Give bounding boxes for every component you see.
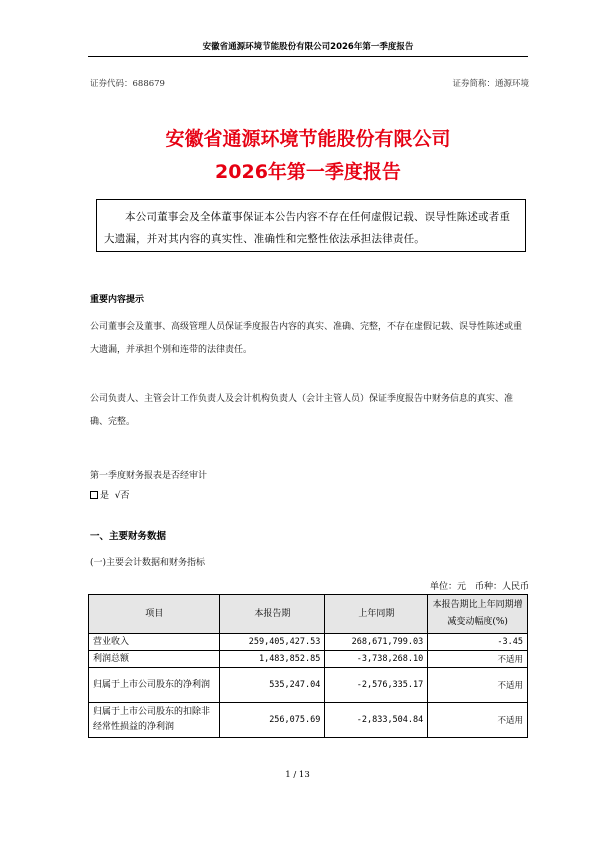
financial-data-table (88, 594, 528, 738)
important-notice-paragraph-1: 公司董事会及董事、高级管理人员保证季度报告内容的真实、准确、完整，不存在虚假记载、误导性陈述或重大遗漏，并承担个别和连带的法律责任。 (90, 322, 523, 355)
audit-no-checked-label: √否 (114, 491, 130, 501)
table-cell-prior: -3,738,268.10 (325, 651, 428, 668)
report-title-period: 2026年第一季度报告 (215, 161, 401, 183)
audit-checkbox-line (90, 488, 130, 501)
table-cell-current: 535,247.04 (220, 668, 325, 703)
table-cell-prior: 268,671,799.03 (325, 634, 428, 651)
table-cell-change: 不适用 (428, 651, 528, 668)
currency-unit-line: 单位：元 币种：人民币 (429, 582, 529, 592)
stock-code: 证券代码：688679 (90, 79, 165, 89)
important-notice-heading: 重要内容提示 (90, 295, 145, 305)
table-row (89, 634, 528, 651)
table-cell-item: 利润总额 (89, 651, 220, 668)
table-cell-current: 256,075.69 (220, 703, 325, 738)
page-number: 1 / 13 (285, 770, 310, 780)
table-cell-prior: -2,576,335.17 (325, 668, 428, 703)
table-cell-prior: -2,833,504.84 (325, 703, 428, 738)
table-header-row (89, 595, 528, 634)
table-header-change: 本报告期比上年同期增减变动幅度(%) (428, 595, 528, 634)
table-cell-change: 不适用 (428, 668, 528, 703)
table-cell-item: 归属于上市公司股东的净利润 (89, 668, 220, 703)
table-cell-current: 259,405,427.53 (220, 634, 325, 651)
table-cell-current: 1,483,852.85 (220, 651, 325, 668)
table-cell-item: 归属于上市公司股东的扣除非经常性损益的净利润 (89, 703, 220, 738)
subsection-accounting-data: (一)主要会计数据和财务指标 (90, 558, 206, 568)
important-notice-paragraph-2: 公司负责人、主管会计工作负责人及会计机构负责人（会计主管人员）保证季度报告中财务信息的真实、准确、完整。 (90, 394, 514, 427)
table-header-item: 项目 (89, 595, 220, 634)
table-header-prior: 上年同期 (325, 595, 428, 634)
section-main-financial-data: 一、主要财务数据 (90, 531, 167, 542)
report-title-company: 安徽省通源环境节能股份有限公司 (165, 128, 451, 150)
table-row (89, 703, 528, 738)
table-cell-change: -3.45 (428, 634, 528, 651)
table-cell-item: 营业收入 (89, 634, 220, 651)
unchecked-box-icon (90, 491, 98, 499)
table-cell-change: 不适用 (428, 703, 528, 738)
table-header-current: 本报告期 (220, 595, 325, 634)
running-header: 安徽省通源环境节能股份有限公司2026年第一季度报告 (88, 40, 528, 57)
audit-yes-label: 是 (100, 491, 110, 501)
board-disclaimer-box: 本公司董事会及全体董事保证本公告内容不存在任何虚假记载、误导性陈述或者重大遗漏，并对其内容的真实性、准确性和完整性依法承担法律责任。 (96, 199, 526, 252)
table-row (89, 651, 528, 668)
stock-short-name: 证券简称：通源环境 (452, 79, 529, 89)
audit-question: 第一季度财务报表是否经审计 (90, 471, 208, 481)
table-row (89, 668, 528, 703)
